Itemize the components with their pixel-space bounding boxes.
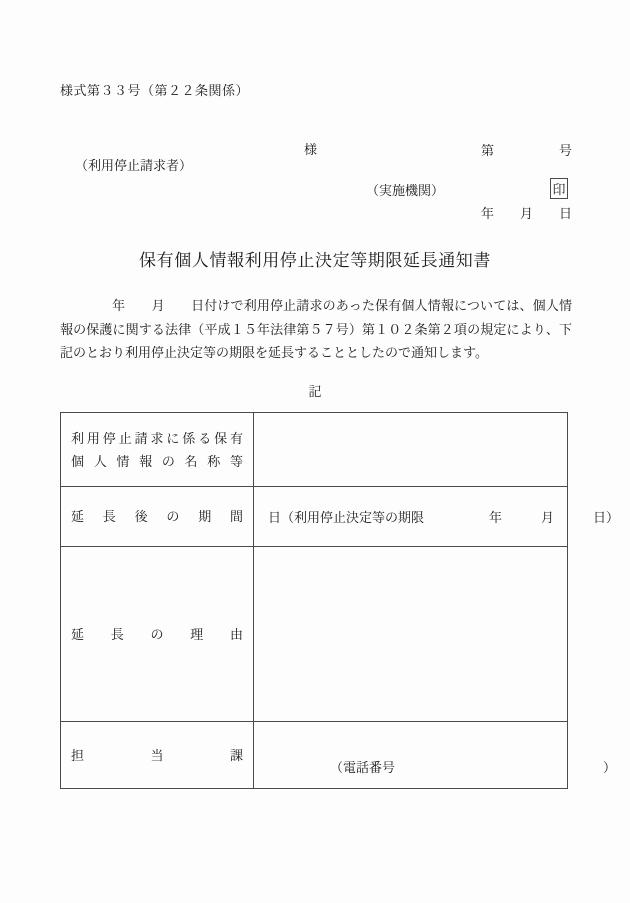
- row-value-department[interactable]: [254, 722, 617, 789]
- document-number: 第 号: [480, 143, 572, 158]
- kiji-marker: 記: [308, 384, 322, 399]
- row-value-extended-period[interactable]: [254, 487, 620, 547]
- row-label-extended-period: [61, 487, 254, 547]
- table-row: [61, 722, 568, 789]
- issuer-label: （実施機関）: [366, 183, 445, 198]
- row-label-line2: 個人情報の名称等: [71, 453, 243, 469]
- body-main-text: 日付けで利用停止請求のあった保有個人情報については、個人情報の保護に関する法律（平成１５年法律第５７号）第１０２条第２項の規定により、下記のとおり利用停止決定等の期限を延長することとしたので通知します。: [60, 298, 572, 360]
- row-label-text: 延長後の期間: [71, 509, 243, 524]
- row-label-department: [61, 722, 254, 789]
- seal-stamp-icon: 印: [550, 178, 568, 199]
- table-row: [61, 487, 568, 547]
- row-label-text: 延長の理由: [71, 626, 243, 642]
- body-date-blank: 年 月: [112, 298, 192, 313]
- details-table: [60, 412, 620, 789]
- table-row: [61, 413, 568, 487]
- telephone-field: （電話番号 ）: [330, 759, 617, 775]
- row-value-reason[interactable]: [254, 547, 568, 722]
- row-label-text: 担当課: [71, 747, 243, 763]
- row-label-name-of-info: [61, 413, 254, 487]
- page-title: 保有個人情報利用停止決定等期限延長通知書: [139, 251, 491, 270]
- table-row: [61, 547, 568, 722]
- body-paragraph: [60, 294, 572, 365]
- requester-line: [62, 139, 522, 206]
- row-value-name-of-info[interactable]: [254, 413, 568, 487]
- row-label-line1: 利用停止請求に係る保有: [71, 430, 243, 446]
- form-number: 様式第３３号（第２２条関係）: [60, 83, 250, 98]
- issue-date-line: 年 月 日: [480, 206, 572, 221]
- requester-label: （利用停止請求者）: [75, 158, 193, 173]
- extended-period-text: 日（利用停止決定等の期限 年 月 日）: [268, 510, 620, 525]
- requester-honorific: 様: [304, 142, 318, 157]
- row-label-reason: [61, 547, 254, 722]
